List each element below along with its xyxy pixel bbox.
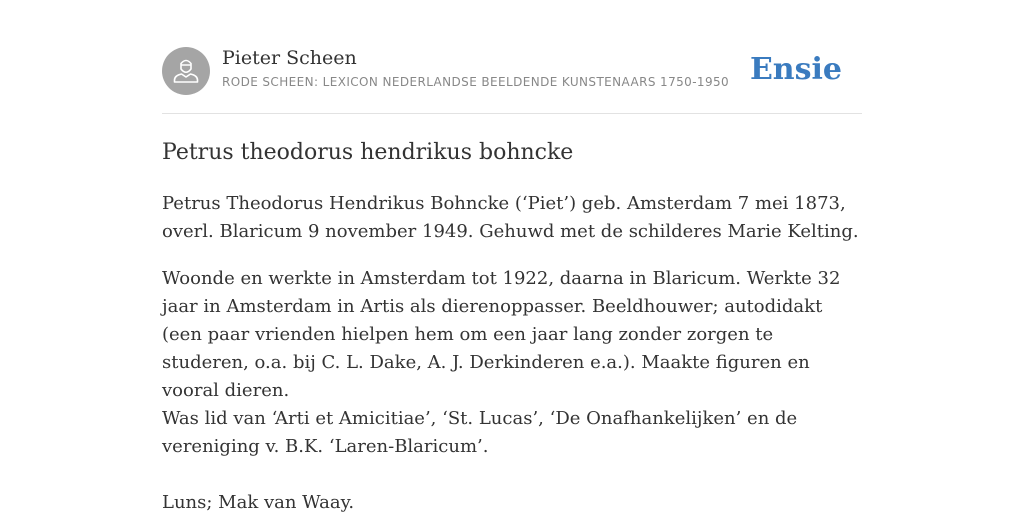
author-name[interactable]: Pieter Scheen bbox=[222, 47, 357, 69]
header-divider bbox=[162, 113, 862, 114]
avatar[interactable] bbox=[162, 47, 210, 95]
page-title: Petrus theodorus hendrikus bohncke bbox=[162, 140, 574, 165]
article-paragraph: Was lid van ‘Arti et Amicitiae’, ‘St. Lucas’, ‘De Onafhankelijken’ en de vereniging v. B.K. ‘Laren-Blaricum’. bbox=[162, 408, 798, 457]
article-paragraph: Woonde en werkte in Amsterdam tot 1922, daarna in Blaricum. Werkte 32 jaar in Amsterdam in Artis als dierenoppasser. Beeldhouwer; autodidakt (een paar vrienden hielpen hem om een jaar lang zonder zorgen te studeren, o.a. bij C. L. Dake, A. J. Derkinderen e.a.). Maakte figuren en vooral dieren. bbox=[162, 268, 841, 401]
article-page bbox=[162, 0, 862, 512]
ensie-logo[interactable]: Ensie bbox=[749, 52, 842, 87]
source-label: RODE SCHEEN: LEXICON NEDERLANDSE BEELDENDE KUNSTENAARS 1750-1950 bbox=[222, 75, 730, 89]
user-icon bbox=[162, 47, 210, 95]
article-paragraph: Luns; Mak van Waay. bbox=[162, 492, 355, 512]
author-header bbox=[162, 46, 862, 96]
article-paragraph: Petrus Theodorus Hendrikus Bohncke (‘Piet’) geb. Amsterdam 7 mei 1873, overl. Blaricum 9 november 1949. Gehuwd met de schilderes Marie Kelting. bbox=[162, 193, 859, 242]
